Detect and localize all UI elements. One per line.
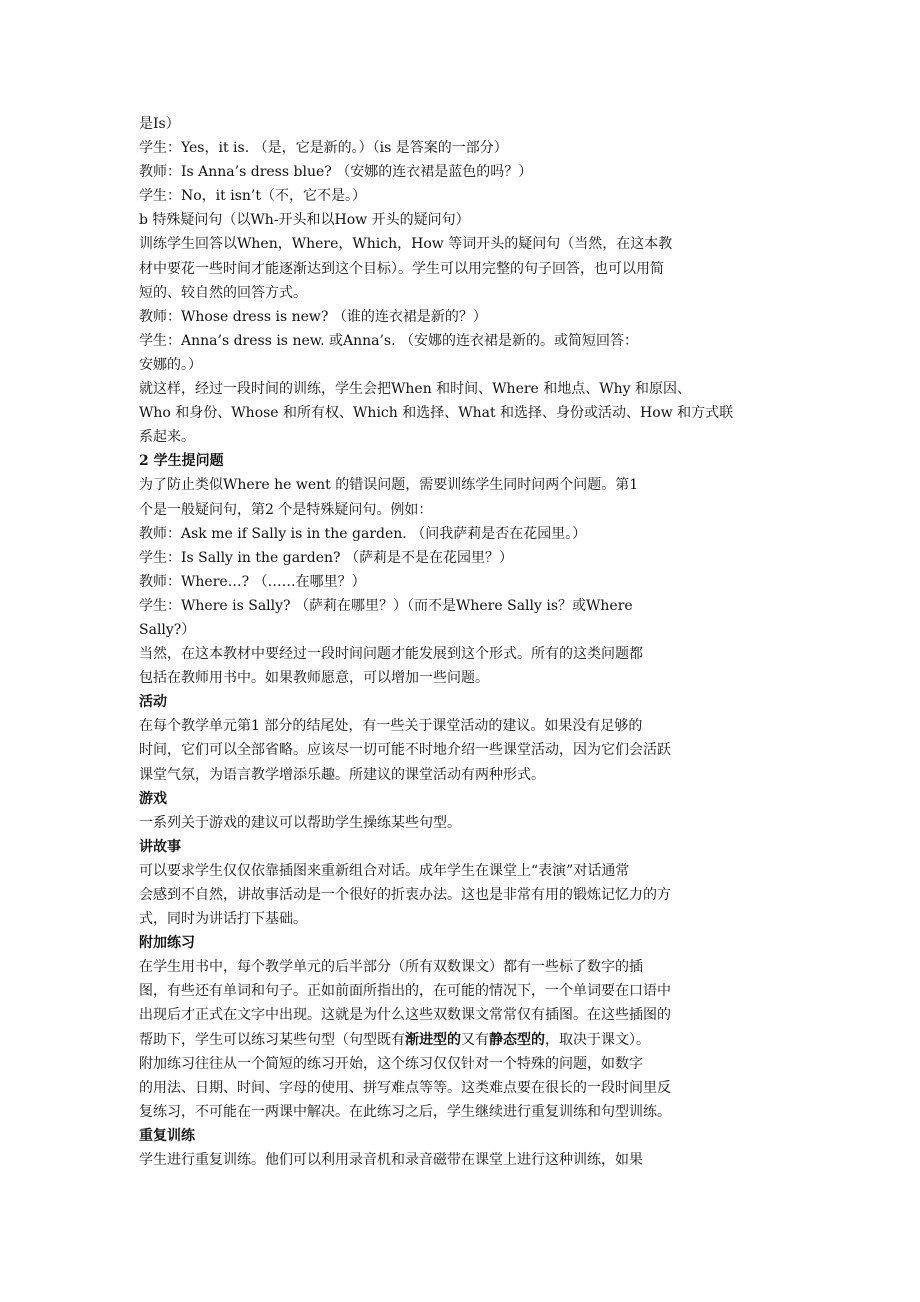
text-line: 学生：Yes，it is. （是，它是新的。）（is 是答案的一部分） — [139, 140, 508, 157]
text-line: 个是一般疑问句，第2 个是特殊疑问句。例如： — [139, 501, 433, 518]
text-line: Who 和身份、Whose 和所有权、Which 和选择、What 和选择、身份或活动、How 和方式联 — [139, 405, 734, 422]
text-line: 材中要花一些时间才能逐渐达到这个目标）。学生可以用完整的句子回答，也可以用简 — [139, 260, 664, 277]
document-body — [139, 112, 769, 1172]
section-heading: 活动 — [139, 694, 167, 711]
section-heading: 游戏 — [139, 790, 167, 807]
text-line: 包括在教师用书中。如果教师愿意，可以增加一些问题。 — [139, 670, 489, 687]
text-line: 教师：Ask me if Sally is in the garden. （问我萨莉是否在花园里。） — [139, 525, 587, 542]
text-line: 教师：Is Anna’s dress blue? （安娜的连衣裙是蓝色的吗？） — [139, 164, 533, 181]
text-run: 帮助下，学生可以练习某些句型（句型既有 — [139, 1031, 405, 1048]
text-line: 训练学生回答以When，Where，Which，How 等词开头的疑问句（当然，在这本教 — [139, 236, 673, 253]
text-line: 学生进行重复训练。他们可以利用录音机和录音磁带在课堂上进行这种训练，如果 — [139, 1152, 643, 1169]
text-line: 时间，它们可以全部省略。应该尽一切可能不时地介绍一些课堂活动，因为它们会活跃 — [139, 742, 671, 759]
section-heading: 附加练习 — [139, 935, 195, 952]
section-heading: 讲故事 — [139, 838, 181, 855]
text-line: 教师：Where…? （……在哪里？） — [139, 573, 366, 590]
text-line: 在每个教学单元第1 部分的结尾处，有一些关于课堂活动的建议。如果没有足够的 — [139, 718, 643, 735]
text-line: 就这样，经过一段时间的训练，学生会把When 和时间、Where 和地点、Why 和原因、 — [139, 381, 692, 398]
text-line: Sally?） — [139, 621, 196, 638]
text-line: 的用法、日期、时间、字母的使用、拼写难点等等。这类难点要在很长的一段时间里反 — [139, 1079, 671, 1096]
bold-term: 渐进型的 — [405, 1031, 461, 1048]
text-line: 学生：Is Sally in the garden? （萨莉是不是在花园里？） — [139, 549, 513, 566]
text-line — [139, 1028, 769, 1052]
text-line: 出现后才正式在文字中出现。这就是为什么这些双数课文常常仅有插图。在这些插图的 — [139, 1007, 671, 1024]
text-line: 会感到不自然，讲故事活动是一个很好的折衷办法。这也是非常有用的锻炼记忆力的方 — [139, 887, 671, 903]
text-line: 当然，在这本教材中要经过一段时间问题才能发展到这个形式。所有的这类问题都 — [139, 646, 643, 663]
text-line: 在学生用书中，每个教学单元的后半部分（所有双数课文）都有一些标了数字的插 — [139, 959, 643, 976]
bold-term: 静态型的 — [489, 1031, 545, 1048]
text-run: 又有 — [461, 1031, 489, 1048]
text-line: 为了防止类似Where he went 的错误问题，需要训练学生同时问两个问题。第1 — [139, 477, 639, 494]
text-line: 学生：Anna’s dress is new. 或Anna’s. （安娜的连衣裙是新的。或简短回答： — [139, 332, 638, 349]
text-line: 图，有些还有单词和句子。正如前面所指出的，在可能的情况下，一个单词要在口语中 — [139, 983, 671, 1000]
text-line: 式，同时为讲话打下基础。 — [139, 911, 307, 928]
text-line: 教师：Whose dress is new? （谁的连衣裙是新的？） — [139, 308, 487, 325]
subheading-line: b 特殊疑问句（以Wh-开头和以How 开头的疑问句） — [139, 212, 470, 229]
text-line: 是Is） — [139, 116, 180, 132]
section-heading: 重复训练 — [139, 1127, 195, 1144]
text-line: 复练习，不可能在一两课中解决。在此练习之后，学生继续进行重复训练和句型训练。 — [139, 1103, 671, 1120]
text-line: 附加练习往往从一个简短的练习开始，这个练习仅仅针对一个特殊的问题，如数字 — [139, 1055, 643, 1072]
text-line: 安娜的。） — [139, 356, 202, 373]
text-line: 系起来。 — [139, 429, 195, 446]
text-line: 短的、较自然的回答方式。 — [139, 284, 307, 301]
text-line: 课堂气氛，为语言教学增添乐趣。所建议的课堂活动有两种形式。 — [139, 766, 545, 783]
text-line: 可以要求学生仅仅依靠插图来重新组合对话。成年学生在课堂上“表演”对话通常 — [139, 862, 630, 879]
section-heading: 2 学生提问题 — [139, 453, 224, 470]
text-line: 一系列关于游戏的建议可以帮助学生操练某些句型。 — [139, 814, 461, 831]
text-line: 学生：Where is Sally? （萨莉在哪里？）（而不是Where Sally is？或Where — [139, 597, 633, 614]
text-line: 学生：No，it isn’t（不，它不是。） — [139, 188, 366, 205]
text-run: ，取决于课文）。 — [545, 1031, 650, 1048]
